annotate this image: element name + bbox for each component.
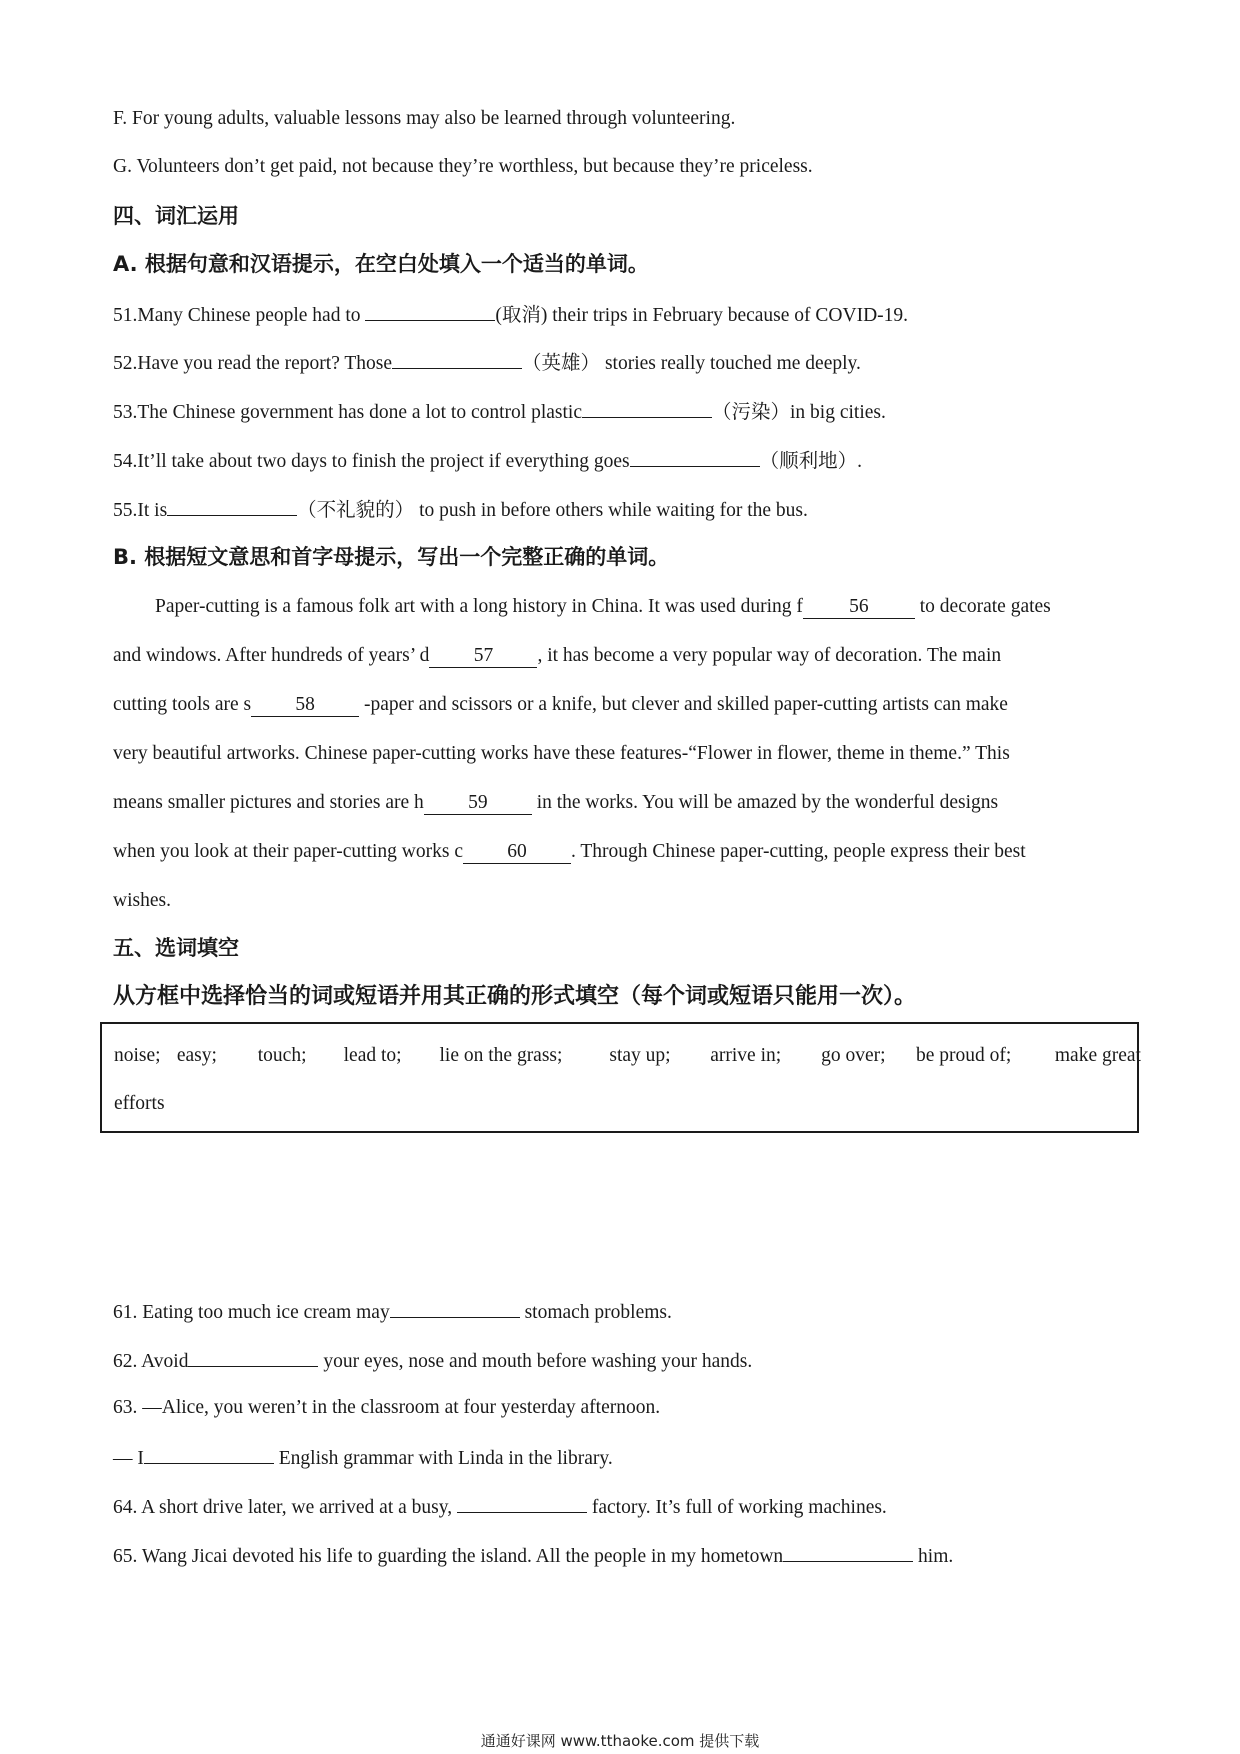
word-option: go over;	[821, 1045, 886, 1066]
section5-title: 五、选词填空	[113, 936, 239, 960]
answer-blank[interactable]	[630, 447, 760, 467]
question-61: 61. Eating too much ice cream may stomach problems.	[113, 1298, 672, 1326]
word-option: efforts	[114, 1093, 165, 1114]
section4-title: 四、词汇运用	[113, 204, 239, 228]
question-51: 51.Many Chinese people had to (取消) their trips in February because of COVID-19.	[113, 301, 908, 329]
passage-line-7: wishes.	[113, 890, 171, 911]
word-option: stay up;	[609, 1045, 671, 1066]
passage-line-2: and windows. After hundreds of years’ d 57 , it has become a very popular way of decoration. The main	[113, 645, 1002, 666]
option-g: G. Volunteers don’t get paid, not because they’re worthless, but because they’re priceless.	[113, 156, 813, 177]
answer-blank[interactable]	[390, 1298, 520, 1318]
blank-60[interactable]: 60	[463, 841, 571, 864]
word-option: lead to;	[343, 1045, 402, 1066]
word-box-row-1	[114, 1045, 1141, 1067]
word-option: make great	[1054, 1045, 1141, 1066]
question-64: 64. A short drive later, we arrived at a busy, factory. It’s full of working machines.	[113, 1493, 887, 1521]
word-option: be proud of;	[916, 1045, 1012, 1066]
blank-58[interactable]: 58	[251, 694, 359, 717]
word-option: lie on the grass;	[439, 1045, 563, 1066]
question-63-reply: — I English grammar with Linda in the library.	[113, 1444, 613, 1472]
section4-partA-title: A. 根据句意和汉语提示，在空白处填入一个适当的单词。	[113, 252, 649, 276]
blank-56[interactable]: 56	[803, 596, 915, 619]
word-box	[100, 1022, 1139, 1133]
section5-instruction: 从方框中选择恰当的词或短语并用其正确的形式填空（每个词或短语只能用一次）。	[113, 984, 917, 1009]
section4-partB-title: B. 根据短文意思和首字母提示，写出一个完整正确的单词。	[113, 545, 670, 569]
answer-blank[interactable]	[188, 1347, 318, 1367]
question-54: 54.It’ll take about two days to finish the project if everything goes （顺利地）.	[113, 447, 862, 475]
answer-blank[interactable]	[167, 496, 297, 516]
answer-blank[interactable]	[582, 398, 712, 418]
blank-57[interactable]: 57	[429, 645, 537, 668]
passage-line-1: Paper-cutting is a famous folk art with a long history in China. It was used during f 56 to decorate gates	[155, 596, 1051, 617]
question-63: 63. —Alice, you weren’t in the classroom at four yesterday afternoon.	[113, 1397, 661, 1418]
answer-blank[interactable]	[783, 1542, 913, 1562]
question-53: 53.The Chinese government has done a lot to control plastic （污染）in big cities.	[113, 398, 886, 426]
word-option: touch;	[257, 1045, 307, 1066]
option-f: F. For young adults, valuable lessons may also be learned through volunteering.	[113, 108, 736, 129]
passage-line-6: when you look at their paper-cutting works c 60 . Through Chinese paper-cutting, people express their best	[113, 841, 1026, 862]
question-65: 65. Wang Jicai devoted his life to guarding the island. All the people in my hometown him.	[113, 1542, 953, 1570]
passage-line-5: means smaller pictures and stories are h 59 in the works. You will be amazed by the wonderful designs	[113, 792, 999, 813]
answer-blank[interactable]	[457, 1493, 587, 1513]
page-footer: 通通好课网 www.tthaoke.com 提供下载	[480, 1732, 760, 1750]
answer-blank[interactable]	[365, 301, 495, 321]
question-52: 52.Have you read the report? Those （英雄） stories really touched me deeply.	[113, 349, 861, 377]
word-option: noise;	[114, 1045, 161, 1066]
word-option: arrive in;	[710, 1045, 782, 1066]
passage-line-3: cutting tools are s 58 -paper and scissors or a knife, but clever and skilled paper-cutting artists can make	[113, 694, 1008, 715]
question-55: 55.It is （不礼貌的） to push in before others while waiting for the bus.	[113, 496, 808, 524]
answer-blank[interactable]	[144, 1444, 274, 1464]
word-box-row-2	[114, 1093, 165, 1115]
answer-blank[interactable]	[392, 349, 522, 369]
passage-line-4: very beautiful artworks. Chinese paper-cutting works have these features-“Flower in flower, theme in theme.” This	[113, 743, 1010, 764]
question-62: 62. Avoid your eyes, nose and mouth before washing your hands.	[113, 1347, 752, 1375]
blank-59[interactable]: 59	[424, 792, 532, 815]
word-option: easy;	[176, 1045, 217, 1066]
